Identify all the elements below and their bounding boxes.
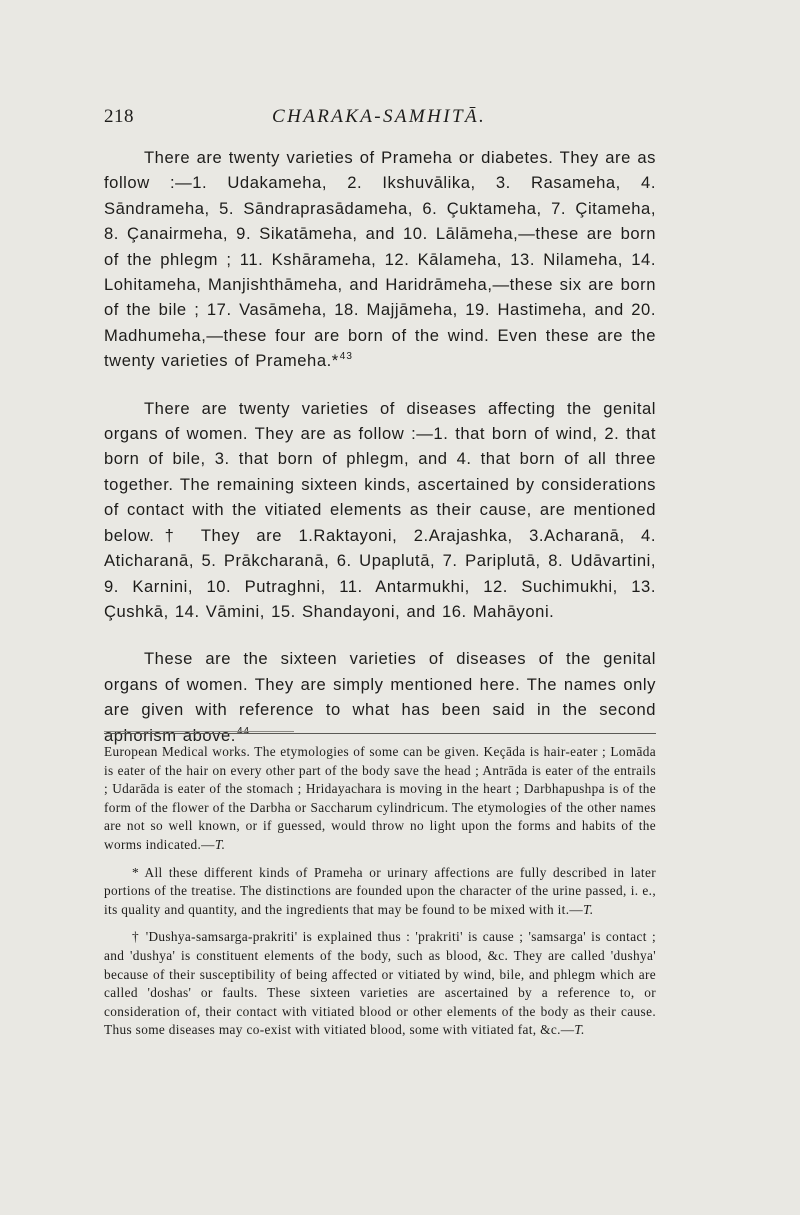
footnote-text: European Medical works. The etymologies of some can be given. Keçāda is hair-eater ; Lomāda is eater of the hair on every other part of the body save the head ; Antrāda is eater of the entrails ; Udarāda is eater of the stomach ; Hridayachara is moving in the heart ; Darbhapushpa is of the form of the flower of the Darbha or Saccharum cylindricum. The etymologies of the other names are not so well known, or if guessed, would throw no light upon the forms and habits of the worms indicated.—	[104, 744, 656, 852]
page-header	[104, 106, 656, 130]
paragraph-text: These are the sixteen varieties of diseases of the genital organs of women. They are simply mentioned here. The names only are given with reference to what has been said in the second aphorism above.	[104, 649, 656, 745]
footnote-divider	[104, 733, 656, 734]
paragraph-text: There are twenty varieties of diseases affecting the genital organs of women. They are as follow :—1. that born of wind, 2. that born of bile, 3. that born of phlegm, and 4. that born of all three together. The remaining sixteen kinds, ascertained by considerations of contact with the vitiated elements as their cause, are mentioned below.† They are 1.Raktayoni, 2.Arajashka, 3.Acharanā, 4. Aticharanā, 5. Prākcharanā, 6. Upaplutā, 7. Pariplutā, 8. Udāvartini, 9. Karnini, 10. Putraghni, 11. Antarmukhi, 12. Suchimukhi, 13. Çushkā, 14. Vāmini, 15. Shandayoni, and 16. Mahāyoni.	[104, 398, 656, 621]
translator-signature: T.	[214, 836, 226, 852]
footnote-continued	[104, 743, 656, 855]
footnote-rule-accent	[104, 731, 294, 732]
footnote-dagger	[104, 928, 656, 1040]
paragraph-text: There are twenty varieties of Prameha or diabetes. They are as follow :—1. Udakameha, 2. Ikshuvālika, 3. Rasameha, 4. Sāndrameha, 5. Sāndraprasādameha, 6. Çuktameha, 7. Çitameha, 8. Çanairmeha, 9. Sikatāmeha, and 10. Lālāmeha,—these are born of the phlegm ; 11. Kshārameha, 12. Kālameha, 13. Nilameha, 14. Lohitameha, Manjishthāmeha, and Haridrāmeha,—these six are born of the bile ; 17. Vasāmeha, 18. Majjāmeha, 19. Hastimeha, and 20. Madhumeha,—these four are born of the wind. Even these are the twenty varieties of Prameha.*	[104, 148, 656, 371]
footnote-star	[104, 864, 656, 920]
footnote-text: † 'Dushya-samsarga-prakriti' is explained thus : 'prakriti' is cause ; 'samsarga' is contact ; and 'dushya' is constituent elements of the body, such as blood, &c. They are called 'dushya' because of their susceptibility of being affected or vitiated by wind, bile, and phlegm which are called 'doshas' or faults. These sixteen varieties are ascertained by a reference to, or consideration of, their contact with vitiated blood or other elements of the body as their cause. Thus some diseases may co-exist with vitiated blood, some with vitiated fat, &c.—	[104, 929, 656, 1038]
page-number: 218	[104, 106, 134, 127]
paragraph-prameha-varieties	[104, 145, 656, 374]
running-title: CHARAKA-SAMHITĀ.	[272, 106, 487, 127]
footnotes	[104, 743, 656, 1049]
reference-number: 43	[339, 351, 353, 363]
translator-signature: T.	[583, 901, 594, 917]
main-text	[104, 145, 656, 770]
footnote-text: * All these different kinds of Prameha or urinary affections are fully described in later portions of the treatise. The distinctions are founded upon the character of the urine passed, i. e., its quality and quantity, and the ingredients that may be found to be mixed with it.—	[104, 864, 656, 917]
paragraph-genital-diseases	[104, 396, 656, 625]
reference-number: 44	[236, 725, 251, 737]
translator-signature: T.	[574, 1022, 585, 1038]
